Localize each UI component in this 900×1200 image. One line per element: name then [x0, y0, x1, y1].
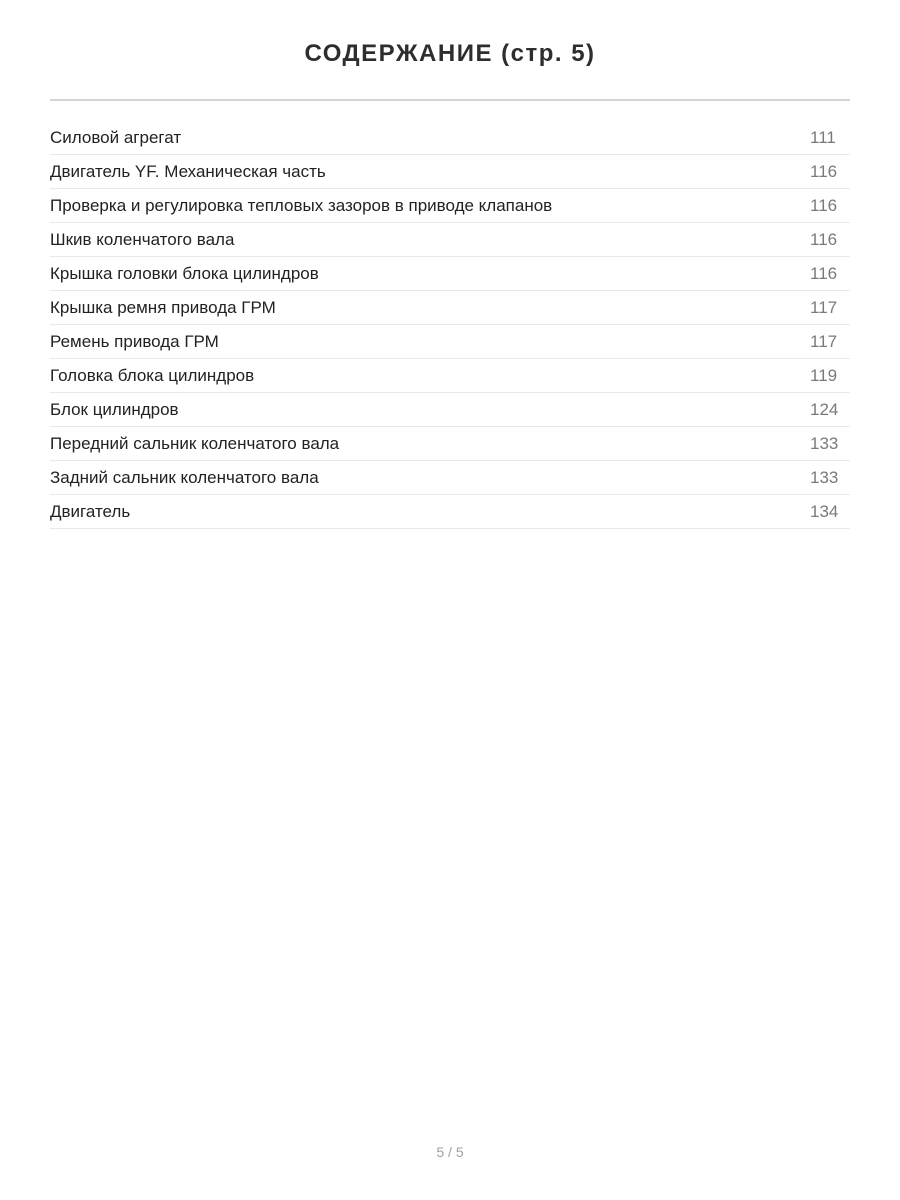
toc-entry[interactable] [50, 257, 850, 291]
toc-entry-page: 117 [810, 332, 838, 351]
toc-entry-title: Задний сальник коленчатого вала [50, 468, 319, 487]
toc-entry-page: 134 [810, 502, 839, 521]
toc-entry-title: Передний сальник коленчатого вала [50, 434, 340, 453]
toc-entry-page: 133 [810, 434, 839, 453]
toc-entry-title: Шкив коленчатого вала [50, 230, 235, 249]
page-number: 5 / 5 [436, 1144, 464, 1160]
toc-entry-title: Блок цилиндров [50, 400, 179, 419]
toc-entry-page: 117 [810, 298, 838, 317]
toc-entry-title: Двигатель [50, 502, 131, 521]
page-title: СОДЕРЖАНИЕ (стр. 5) [304, 40, 596, 67]
toc-entry-title: Силовой агрегат [50, 128, 182, 147]
toc-entry[interactable] [50, 461, 850, 495]
toc-entry-title: Головка блока цилиндров [50, 366, 255, 385]
toc-entry-page: 116 [810, 230, 838, 249]
toc-entry[interactable] [50, 495, 850, 529]
toc-entry-page: 116 [810, 162, 838, 181]
toc-entry-title: Двигатель YF. Механическая часть [50, 162, 326, 181]
toc-entry-title: Крышка ремня привода ГРМ [50, 298, 276, 317]
toc-entry[interactable] [50, 393, 850, 427]
toc-entry[interactable] [50, 359, 850, 393]
toc-entry-page: 133 [810, 468, 839, 487]
toc-entry[interactable] [50, 427, 850, 461]
toc-entry-page: 111 [810, 128, 836, 147]
title-divider [50, 99, 850, 101]
toc-entry[interactable] [50, 291, 850, 325]
table-of-contents [50, 121, 850, 529]
toc-entry-page: 124 [810, 400, 839, 419]
toc-entry[interactable] [50, 189, 850, 223]
toc-entry-title: Ремень привода ГРМ [50, 332, 219, 351]
toc-entry-title: Проверка и регулировка тепловых зазоров в приводе клапанов [50, 196, 553, 215]
toc-entry[interactable] [50, 223, 850, 257]
toc-entry-page: 116 [810, 196, 838, 215]
toc-entry-title: Крышка головки блока цилиндров [50, 264, 319, 283]
toc-entry[interactable] [50, 155, 850, 189]
toc-entry-page: 119 [810, 366, 838, 385]
toc-entry-page: 116 [810, 264, 838, 283]
toc-entry[interactable] [50, 121, 850, 155]
toc-entry[interactable] [50, 325, 850, 359]
